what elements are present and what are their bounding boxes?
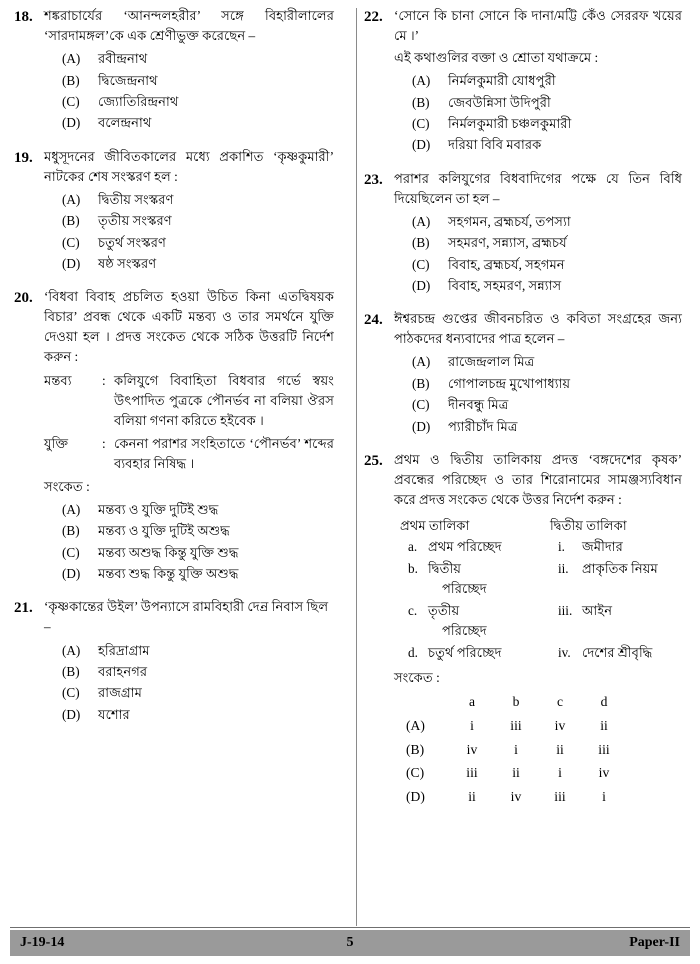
matrix-value: i: [558, 765, 562, 781]
matrix-value: i: [602, 789, 606, 805]
match-right-key: iv.: [557, 644, 571, 660]
option-c[interactable]: [44, 232, 334, 253]
answer-matrix: [394, 690, 682, 809]
matrix-value: iii: [510, 717, 522, 733]
reason-colon: :: [102, 435, 106, 451]
option-b[interactable]: [44, 520, 334, 541]
option-text: নির্মলকুমারী যোধপুরী: [447, 73, 556, 89]
match-right-key: i.: [557, 539, 565, 555]
option-key: (B): [411, 375, 430, 391]
question-stem: ঈশ্বরচন্দ্র গুপ্তের জীবনচরিত ও কবিতা সংগ্রহের জন্য পাঠকদের ধন্যবাদের পাত্র হলেন –: [393, 311, 682, 347]
option-a[interactable]: [44, 189, 334, 210]
option-key: (A): [411, 213, 431, 229]
match-right-item: [558, 537, 682, 557]
footer-paper-name: Paper-II: [629, 935, 680, 950]
option-key: (C): [411, 397, 430, 413]
option-key: (B): [62, 72, 80, 88]
option-a[interactable]: [44, 48, 334, 69]
option-c[interactable]: [44, 682, 334, 703]
matrix-value: iv: [598, 765, 610, 781]
option-key: (D): [62, 255, 81, 271]
question-body: [44, 597, 334, 725]
match-left-text: তৃতীয়: [427, 602, 460, 618]
matrix-option-d[interactable]: [406, 785, 682, 809]
question-number: 22.: [363, 9, 383, 25]
option-text: চতুর্থ সংস্করণ: [98, 234, 166, 250]
option-b[interactable]: [44, 661, 334, 682]
question-number: 18.: [14, 9, 33, 25]
option-text: দ্বিজেন্দ্রনাথ: [98, 72, 158, 88]
question-body: [44, 147, 334, 275]
code-label: সংকেত :: [44, 478, 90, 494]
matrix-value: iv: [554, 717, 566, 733]
option-key: (B): [62, 213, 80, 229]
question-25: [364, 450, 682, 809]
match-right-text: প্রাকৃতিক নিয়ম: [581, 560, 658, 576]
matrix-value: ii: [468, 789, 476, 805]
match-right-item: [558, 601, 682, 621]
option-key: (A): [62, 501, 81, 517]
option-text: ষষ্ঠ সংস্করণ: [98, 255, 157, 271]
question-body: [394, 450, 682, 809]
matrix-option-b[interactable]: [406, 738, 682, 762]
list-one-heading: প্রথম তালিকা: [399, 518, 470, 534]
option-key: (A): [62, 642, 81, 658]
match-left-key: a.: [407, 539, 418, 555]
options-list: [44, 640, 334, 726]
option-text: নির্মলকুমারী চঞ্চলকুমারী: [447, 115, 572, 131]
question-body: [394, 309, 682, 437]
match-left-continuation: পরিচ্ছেদ: [441, 581, 487, 597]
matrix-option-a[interactable]: [406, 714, 682, 738]
option-text: বিবাহ, সহমরণ, সন্ন্যাস: [447, 277, 562, 293]
option-a[interactable]: [394, 211, 682, 232]
statement-row: [44, 371, 334, 431]
option-d[interactable]: [394, 416, 682, 437]
option-d[interactable]: [394, 134, 682, 155]
match-row: [394, 601, 682, 621]
match-left-key: d.: [407, 644, 418, 660]
matrix-option-c[interactable]: [406, 761, 682, 785]
match-left-text: প্রথম পরিচ্ছেদ: [427, 539, 502, 555]
statement-text: কলিযুগে বিবাহিতা বিধবার গর্ভে স্বয়ং উৎপাদিত পুত্রকে পৌনর্ভব না বলিয়া ঔরস বলিয়া গণনা করিতে হইবেক ।: [114, 372, 334, 428]
option-text: তৃতীয় সংস্করণ: [98, 213, 172, 229]
options-list: [394, 211, 682, 297]
statement-label: মন্তব্য: [44, 372, 72, 388]
footer-paper-code: J-19-14: [20, 935, 65, 950]
matrix-col-b: b: [512, 694, 520, 710]
options-list: [44, 189, 334, 275]
option-key: (C): [62, 544, 80, 560]
question-number: 20.: [14, 290, 33, 307]
match-left-text: দ্বিতীয়: [427, 560, 462, 576]
option-text: রবীন্দ্রনাথ: [98, 51, 148, 67]
matrix-corner: [406, 690, 450, 714]
column-divider: [356, 8, 357, 926]
option-text: রাজগ্রাম: [98, 685, 142, 701]
option-a[interactable]: [44, 640, 334, 661]
matrix-row-key: (D): [405, 789, 425, 805]
option-d[interactable]: [44, 253, 334, 274]
option-key: (D): [411, 137, 431, 153]
option-text: রাজেন্দ্রলাল মিত্র: [447, 354, 535, 370]
option-b[interactable]: [394, 373, 682, 394]
question-stem: ‘কৃষ্ণকান্তের উইল’ উপন্যাসে রামবিহারী দেন্র নিবাস ছিল –: [44, 599, 329, 635]
match-left-item: [408, 559, 558, 579]
question-number: 19.: [14, 149, 33, 166]
matrix-value: i: [514, 741, 518, 757]
matrix-row-key: (C): [405, 765, 425, 781]
option-text: গোপালচন্দ্র মুখোপাধ্যায়: [447, 375, 571, 391]
match-row: [394, 559, 682, 579]
matrix-value: iv: [510, 789, 522, 805]
question-21: [14, 597, 334, 725]
matrix-col-a: a: [468, 694, 475, 710]
question-quote: ‘সোনে কি চানা সোনে কি দানা/মট্টি কেঁও সেররফ খয়ের মে ।’: [393, 8, 682, 44]
option-d[interactable]: [44, 563, 334, 584]
option-b[interactable]: [394, 232, 682, 253]
option-text: হরিদ্রাগ্রাম: [98, 642, 150, 658]
matrix-value: ii: [512, 765, 520, 781]
footer-rule: [10, 927, 690, 928]
question-stem: প্রথম ও দ্বিতীয় তালিকায় প্রদত্ত ‘বঙ্গদেশের কৃষক’ প্রবন্ধের পরিচ্ছেদ ও তার শিরোনামের সামঞ্জস্যবিধান করে প্রদত্ত সংকেত থেকে উত্তর নির্দেশ করুন :: [393, 451, 682, 508]
question-stem: পরাশর কলিযুগের বিধবাদিগের পক্ষে যে তিন বিধি দিয়েছিলেন তা হল –: [393, 170, 682, 206]
option-key: (C): [62, 93, 80, 109]
option-text: যশোর: [98, 706, 130, 722]
option-text: প্যারীচাঁদ মিত্র: [447, 418, 518, 434]
match-left-item: [408, 537, 558, 557]
option-key: (A): [411, 354, 431, 370]
option-d[interactable]: [44, 704, 334, 725]
match-headings: [394, 515, 682, 536]
match-right-item: [558, 643, 682, 663]
matrix-value: iii: [554, 789, 566, 805]
option-text: জেবউন্নিসা উদিপুরী: [447, 94, 551, 110]
match-left-item: [408, 601, 558, 621]
option-text: দ্বিতীয় সংস্করণ: [98, 191, 174, 207]
reason-row: [44, 434, 334, 474]
question-body: [394, 169, 682, 297]
reason-text: কেননা পরাশর সংহিতাতে ‘পৌনর্ভব’ শব্দের ব্যবহার নিষিদ্ধ ।: [114, 435, 334, 471]
match-right-item: [558, 559, 682, 579]
option-text: দীনবন্ধু মিত্র: [447, 397, 509, 413]
option-key: (D): [62, 566, 81, 581]
option-key: (B): [411, 235, 430, 251]
question-body: [394, 6, 682, 156]
matrix-header-row: [406, 690, 682, 714]
option-b[interactable]: [44, 210, 334, 231]
question-number: 25.: [363, 452, 383, 469]
option-key: (C): [411, 256, 430, 272]
option-a[interactable]: [394, 351, 682, 372]
question-19: [14, 147, 334, 275]
matrix-col-d: d: [600, 694, 608, 710]
question-stem: মধুসূদনের জীবিতকালের মধ্যে প্রকাশিত ‘কৃষ্ণকুমারী’ নাটকের শেষ সংস্করণ হল :: [44, 148, 334, 184]
option-key: (C): [62, 685, 80, 701]
match-row: [394, 643, 682, 663]
page-footer: [10, 930, 690, 956]
option-text: মন্তব্য ও যুক্তি দুটিই শুদ্ধ: [98, 501, 219, 517]
matrix-value: ii: [556, 741, 564, 757]
option-key: (B): [411, 94, 430, 110]
code-label: সংকেত :: [393, 669, 440, 685]
options-list: [394, 70, 682, 156]
list-two-heading: দ্বিতীয় তালিকা: [549, 518, 627, 534]
option-key: (A): [62, 191, 81, 207]
reason-label: যুক্তি: [44, 435, 69, 451]
statement-colon: :: [102, 372, 106, 388]
match-left-text: চতুর্থ পরিচ্ছেদ: [427, 644, 502, 660]
option-c[interactable]: [394, 394, 682, 415]
left-column: [10, 6, 346, 926]
option-a[interactable]: [44, 499, 334, 520]
option-key: (A): [411, 73, 431, 89]
question-stem: ‘বিধবা বিবাহ প্রচলিত হওয়া উচিত কিনা এতদ্বিষয়ক বিচার’ প্রবন্ধ থেকে একটি মন্তব্য ও তার সমর্থনে যুক্তি দেওয়া হল । প্রদত্ত সংকেত থেকে সঠিক উত্তরটি নির্দেশ করুন :: [44, 289, 334, 365]
option-text: বিবাহ, ব্রহ্মচর্য, সহগমন: [447, 256, 565, 272]
option-text: জ্যোতিরিন্দ্রনাথ: [98, 93, 179, 109]
option-d[interactable]: [394, 275, 682, 296]
option-key: (D): [62, 706, 81, 722]
match-left-key: c.: [407, 602, 418, 618]
option-text: মন্তব্য ও যুক্তি দুটিই অশুদ্ধ: [98, 523, 230, 539]
matrix-col-c: c: [556, 694, 563, 710]
options-list: [394, 351, 682, 437]
matrix-row-key: (B): [405, 741, 425, 757]
option-key: (C): [62, 234, 80, 250]
option-text: মন্তব্য অশুদ্ধ কিন্তু যুক্তি শুদ্ধ: [98, 544, 239, 560]
match-left-continuation: পরিচ্ছেদ: [441, 623, 487, 639]
option-c[interactable]: [44, 542, 334, 563]
option-b[interactable]: [44, 70, 334, 91]
match-right-text: আইন: [581, 602, 613, 618]
option-d[interactable]: [44, 112, 334, 133]
match-left-item: [408, 643, 558, 663]
question-stem: এই কথাগুলির বক্তা ও শ্রোতা যথাক্রমে :: [393, 50, 599, 66]
match-right-text: জমীদার: [581, 539, 623, 555]
matrix-row-key: (A): [405, 717, 425, 733]
question-number: 23.: [363, 171, 383, 188]
matrix-value: i: [470, 717, 474, 733]
question-23: [364, 169, 682, 297]
matrix-value: iii: [466, 765, 478, 781]
right-column: [346, 6, 690, 926]
option-key: (D): [411, 418, 431, 434]
option-text: বরাহনগর: [98, 663, 148, 679]
question-22: [364, 6, 682, 156]
option-key: (A): [62, 51, 81, 67]
question-24: [364, 309, 682, 437]
option-c[interactable]: [394, 254, 682, 275]
option-c[interactable]: [44, 91, 334, 112]
option-key: (C): [411, 115, 430, 131]
option-a[interactable]: [394, 70, 682, 91]
option-key: (D): [62, 115, 81, 131]
question-stem: শঙ্করাচার্যের ‘আনন্দলহরীর’ সঙ্গে বিহারীলালের ‘সারদামঙ্গল’কে এক শ্রেণীভুক্ত করেছেন –: [44, 8, 334, 44]
match-row: [394, 537, 682, 557]
option-key: (B): [62, 663, 80, 679]
match-left-key: b.: [407, 560, 418, 576]
question-18: [14, 6, 334, 134]
option-b[interactable]: [394, 92, 682, 113]
question-body: [44, 6, 334, 134]
question-body: [44, 287, 334, 584]
question-number: 21.: [14, 600, 33, 617]
footer-page-number: 5: [346, 935, 354, 950]
options-list: [44, 499, 334, 585]
question-columns: [10, 6, 690, 926]
option-text: সহমরণ, সন্ন্যাস, ব্রহ্মচর্য: [447, 235, 567, 251]
option-text: বলেন্দ্রনাথ: [98, 115, 152, 131]
matrix-value: iii: [598, 741, 610, 757]
option-text: মন্তব্য শুদ্ধ কিন্তু যুক্তি অশুদ্ধ: [98, 566, 239, 581]
question-20: [14, 287, 334, 584]
options-list: [44, 48, 334, 134]
match-right-key: iii.: [557, 602, 573, 618]
option-key: (D): [411, 277, 431, 293]
option-key: (B): [62, 523, 80, 539]
option-text: দরিয়া বিবি মবারক: [447, 137, 542, 153]
matrix-value: iv: [466, 741, 478, 757]
matrix-value: ii: [600, 717, 608, 733]
match-right-key: ii.: [557, 560, 569, 576]
option-c[interactable]: [394, 113, 682, 134]
question-number: 24.: [363, 312, 383, 329]
option-text: সহগমন, ব্রহ্মচর্য, তপস্যা: [447, 213, 571, 229]
match-right-text: দেশের শ্রীবৃদ্ধি: [581, 644, 653, 660]
